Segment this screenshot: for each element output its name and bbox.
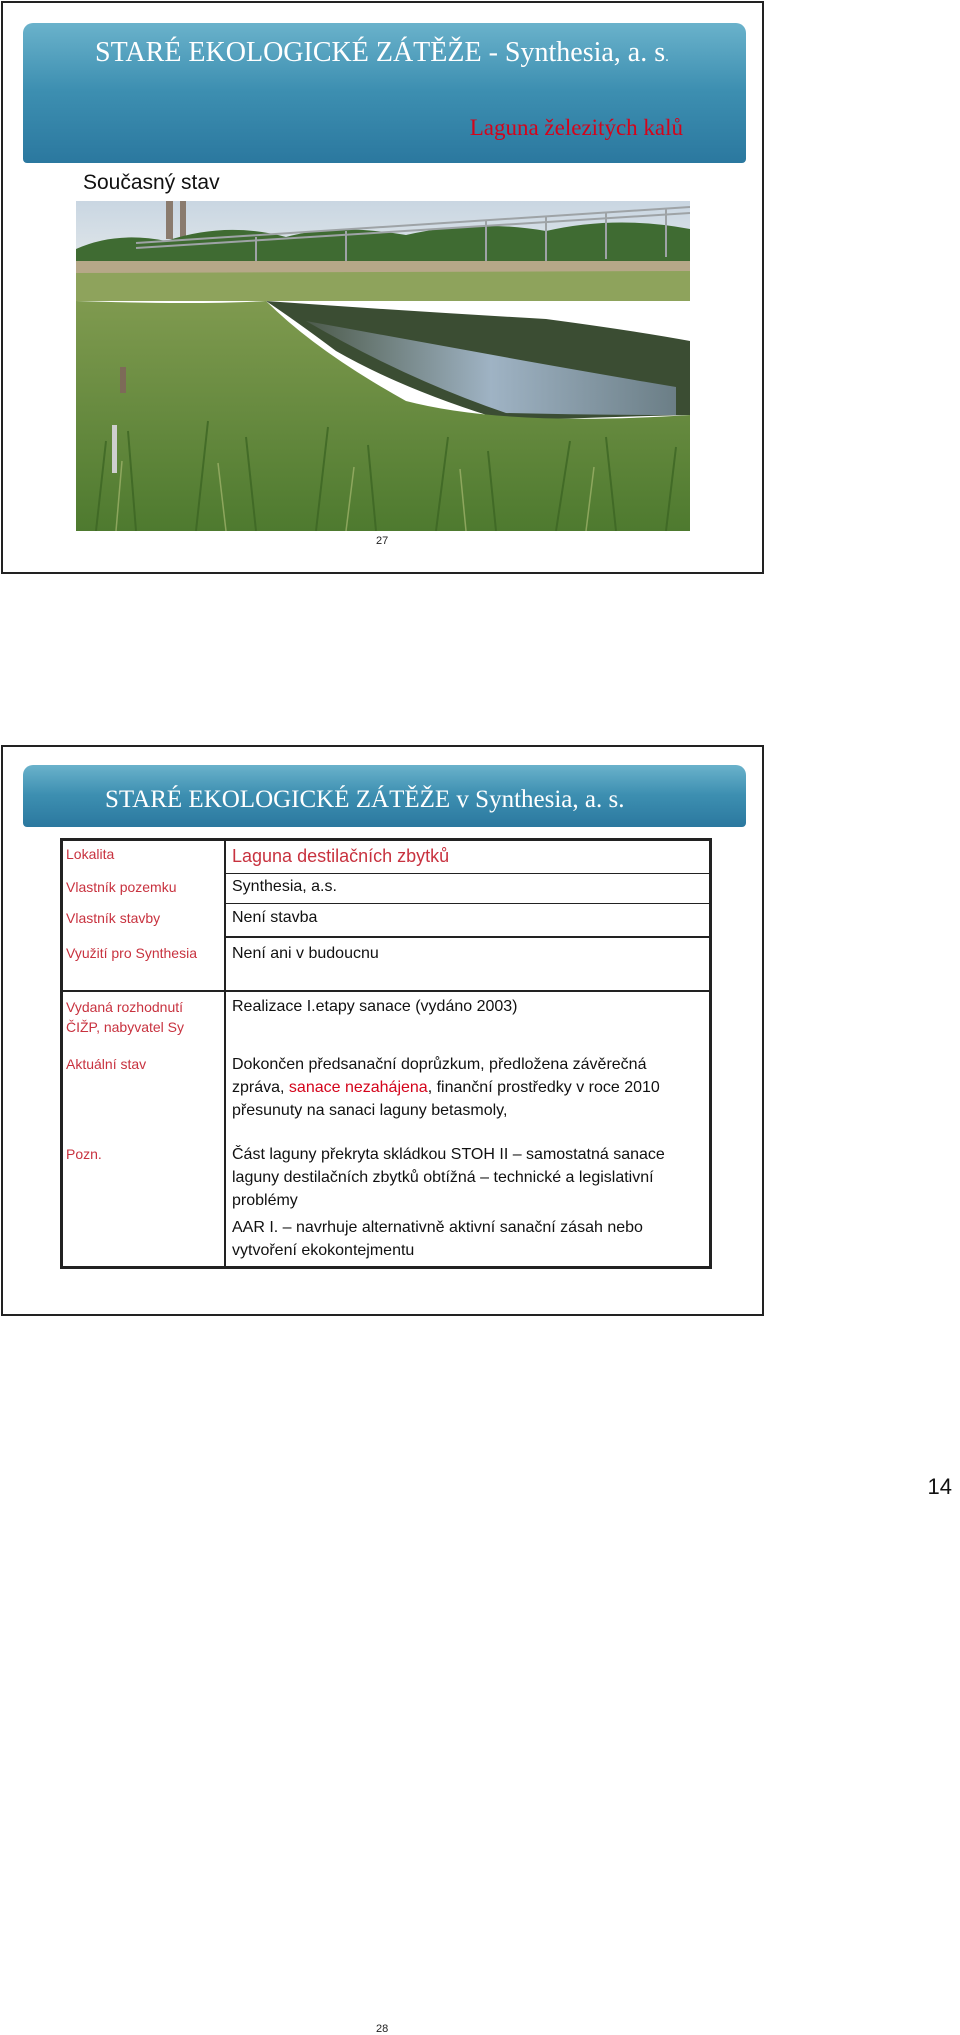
- slide-27: [1, 1, 764, 574]
- slide-page-number: 27: [376, 535, 389, 547]
- value-aktualni-stav-line3: přesunuty na sanaci laguny betasmoly,: [232, 1102, 508, 1119]
- slide-subtitle: Laguna železitých kalů: [469, 115, 683, 140]
- value-pozn-line5: vytvoření ekokontejmentu: [232, 1242, 415, 1259]
- value-aktualni-stav-line2: zpráva, sanace nezahájena, finanční prostředky v roce 2010: [232, 1079, 660, 1096]
- table-border: [60, 838, 63, 1269]
- slide-title: STARÉ EKOLOGICKÉ ZÁTĚŽE v Synthesia, a. s.: [105, 786, 625, 813]
- table-border: [60, 838, 712, 841]
- value-vyuziti: Není ani v budoucnu: [232, 945, 379, 962]
- table-border: [60, 990, 712, 992]
- table-border: [224, 873, 710, 874]
- slide-title: STARÉ EKOLOGICKÉ ZÁTĚŽE - Synthesia, a. s.: [95, 37, 669, 68]
- value-pozn-line2: laguny destilačních zbytků obtížná – technické a legislativní: [232, 1169, 654, 1186]
- value-aktualni-stav-line1: Dokončen předsanační doprůzkum, předložena závěrečná: [232, 1056, 647, 1073]
- value-vlastnik-stavby: Není stavba: [232, 909, 318, 926]
- table-border: [224, 903, 710, 904]
- slide-title-banner: [23, 765, 746, 827]
- label-vydana-rozhodnuti-1: Vydaná rozhodnutí: [66, 999, 184, 1015]
- lagoon-photo: [76, 201, 690, 531]
- label-vlastnik-pozemku: Vlastník pozemku: [66, 879, 177, 895]
- value-lokalita: Laguna destilačních zbytků: [232, 846, 450, 866]
- table-border: [60, 1266, 712, 1269]
- value-vlastnik-pozemku: Synthesia, a.s.: [232, 878, 337, 895]
- label-aktualni-stav: Aktuální stav: [66, 1056, 147, 1072]
- value-pozn-line3: problémy: [232, 1192, 298, 1209]
- value-pozn-line4: AAR I. – navrhuje alternativně aktivní sanační zásah nebo: [232, 1219, 643, 1236]
- label-vydana-rozhodnuti-2: ČIŽP, nabyvatel Sy: [66, 1019, 185, 1035]
- label-vlastnik-stavby: Vlastník stavby: [66, 910, 161, 926]
- table-border: [224, 936, 710, 938]
- document-page-number: 14: [927, 1474, 952, 1499]
- slide-title-banner: [23, 23, 746, 163]
- label-lokalita: Lokalita: [66, 846, 115, 862]
- photo-label: Současný stav: [73, 166, 243, 200]
- label-vyuziti: Využití pro Synthesia: [66, 945, 197, 961]
- highlight-sanace-nezahajena: sanace nezahájena: [288, 1079, 428, 1096]
- value-pozn-line1: Část laguny překryta skládkou STOH II – samostatná sanace: [232, 1146, 665, 1163]
- value-vydana-rozhodnuti: Realizace I.etapy sanace (vydáno 2003): [232, 998, 518, 1015]
- label-pozn: Pozn.: [66, 1146, 102, 1162]
- slide-page-number: 28: [376, 2023, 389, 2035]
